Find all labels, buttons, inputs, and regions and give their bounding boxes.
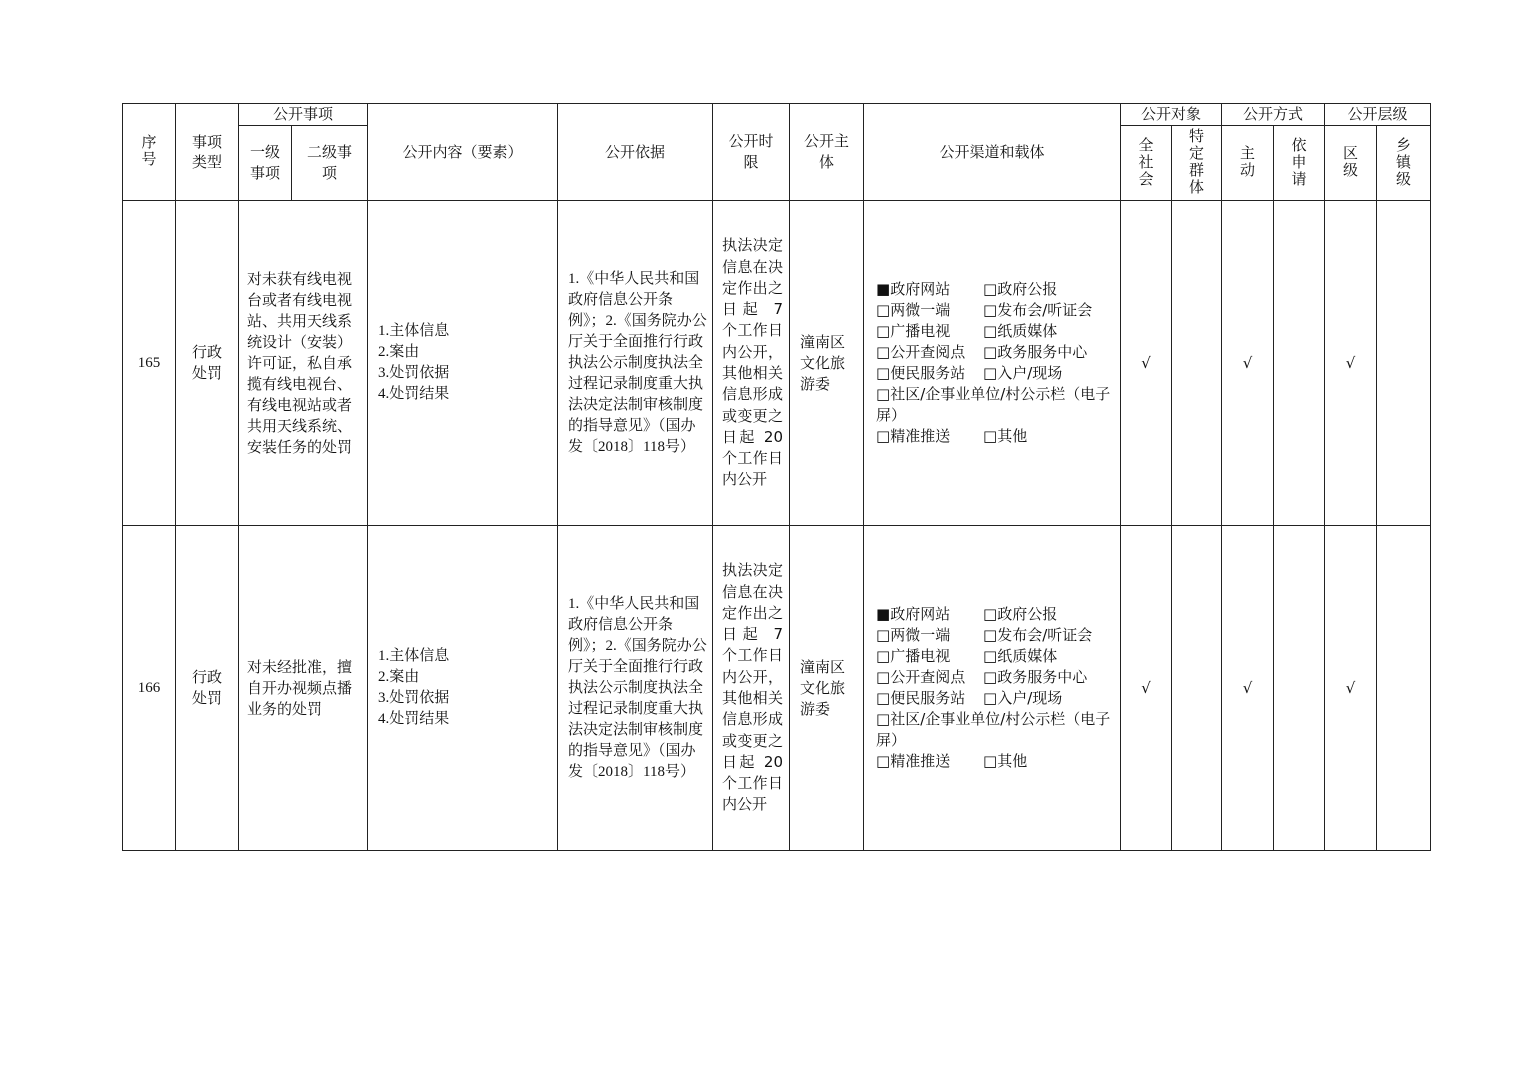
row-type: 行政处罚 <box>176 526 239 851</box>
table-row <box>123 201 1431 526</box>
row-basis: 1.《中华人民共和国政府信息公开条例》；2.《国务院办公厅关于全面推行行政执法公示制度执法全过程记录制度重大执法决定法制审核制度的指导意见》（国办发〔2018〕118号） <box>558 201 713 526</box>
header-item-type: 事项类型 <box>176 104 239 201</box>
header-target-specific: 特定群体 <box>1172 126 1222 201</box>
disclosure-table <box>122 103 1431 851</box>
row-subject: 潼南区文化旅游委 <box>790 526 864 851</box>
row-content: 1.主体信息 2.案由 3.处罚依据 4.处罚结果 <box>368 526 558 851</box>
row-target-specific-mark <box>1172 526 1222 851</box>
header-target: 公开对象 <box>1121 104 1222 126</box>
row-subject: 潼南区文化旅游委 <box>790 201 864 526</box>
row-target-all-mark: √ <box>1121 526 1172 851</box>
header-level-town: 乡镇级 <box>1377 126 1431 201</box>
header-subject: 公开主体 <box>790 104 864 201</box>
header-seq: 序号 <box>123 104 176 201</box>
row-level-town-mark <box>1377 201 1431 526</box>
row-basis: 1.《中华人民共和国政府信息公开条例》；2.《国务院办公厅关于全面推行行政执法公示制度执法全过程记录制度重大执法决定法制审核制度的指导意见》（国办发〔2018〕118号） <box>558 526 713 851</box>
row-time-limit: 执法决定信息在决定作出之日起 7 个工作日内公开，其他相关信息形成或变更之日起 20 个工作日内公开 <box>713 526 790 851</box>
row-level-district-mark: √ <box>1325 201 1377 526</box>
header-target-all: 全社会 <box>1121 126 1172 201</box>
header-level2: 二级事项 <box>292 126 368 201</box>
row-type: 行政处罚 <box>176 201 239 526</box>
header-method-active: 主动 <box>1222 126 1274 201</box>
row-seq: 165 <box>123 201 176 526</box>
row-channels: ■政府网站 □政府公报 □两微一端 □发布会/听证会 □广播电视 □纸质媒体 □公开查阅点 □政务服务中心 □便民服务站 □入户/现场 □社区/企事业单位/村公示栏（电子屏） □精准推送 □其他 <box>864 526 1121 851</box>
row-channels: ■政府网站 □政府公报 □两微一端 □发布会/听证会 □广播电视 □纸质媒体 □公开查阅点 □政务服务中心 □便民服务站 □入户/现场 □社区/企事业单位/村公示栏（电子屏） □精准推送 □其他 <box>864 201 1121 526</box>
row-seq: 166 <box>123 526 176 851</box>
row-content: 1.主体信息 2.案由 3.处罚依据 4.处罚结果 <box>368 201 558 526</box>
row-target-all-mark: √ <box>1121 201 1172 526</box>
row-item: 对未获有线电视台或者有线电视站、共用天线系统设计（安装）许可证，私自承揽有线电视台、有线电视站或者共用天线系统、安装任务的处罚 <box>239 201 368 526</box>
row-target-specific-mark <box>1172 201 1222 526</box>
header-disclosure-items: 公开事项 <box>239 104 368 126</box>
header-level1: 一级事项 <box>239 126 292 201</box>
row-method-active-mark: √ <box>1222 201 1274 526</box>
row-method-request-mark <box>1274 526 1325 851</box>
row-level-district-mark: √ <box>1325 526 1377 851</box>
table-row <box>123 526 1431 851</box>
header-method: 公开方式 <box>1222 104 1325 126</box>
row-method-active-mark: √ <box>1222 526 1274 851</box>
header-method-request: 依申请 <box>1274 126 1325 201</box>
header-time-limit: 公开时限 <box>713 104 790 201</box>
row-time-limit: 执法决定信息在决定作出之日起 7 个工作日内公开，其他相关信息形成或变更之日起 20 个工作日内公开 <box>713 201 790 526</box>
row-item: 对未经批准，擅自开办视频点播业务的处罚 <box>239 526 368 851</box>
header-level: 公开层级 <box>1325 104 1431 126</box>
header-basis: 公开依据 <box>558 104 713 201</box>
header-content: 公开内容（要素） <box>368 104 558 201</box>
row-method-request-mark <box>1274 201 1325 526</box>
header-level-district: 区级 <box>1325 126 1377 201</box>
header-row-top <box>123 104 1431 126</box>
row-level-town-mark <box>1377 526 1431 851</box>
header-channels: 公开渠道和载体 <box>864 104 1121 201</box>
